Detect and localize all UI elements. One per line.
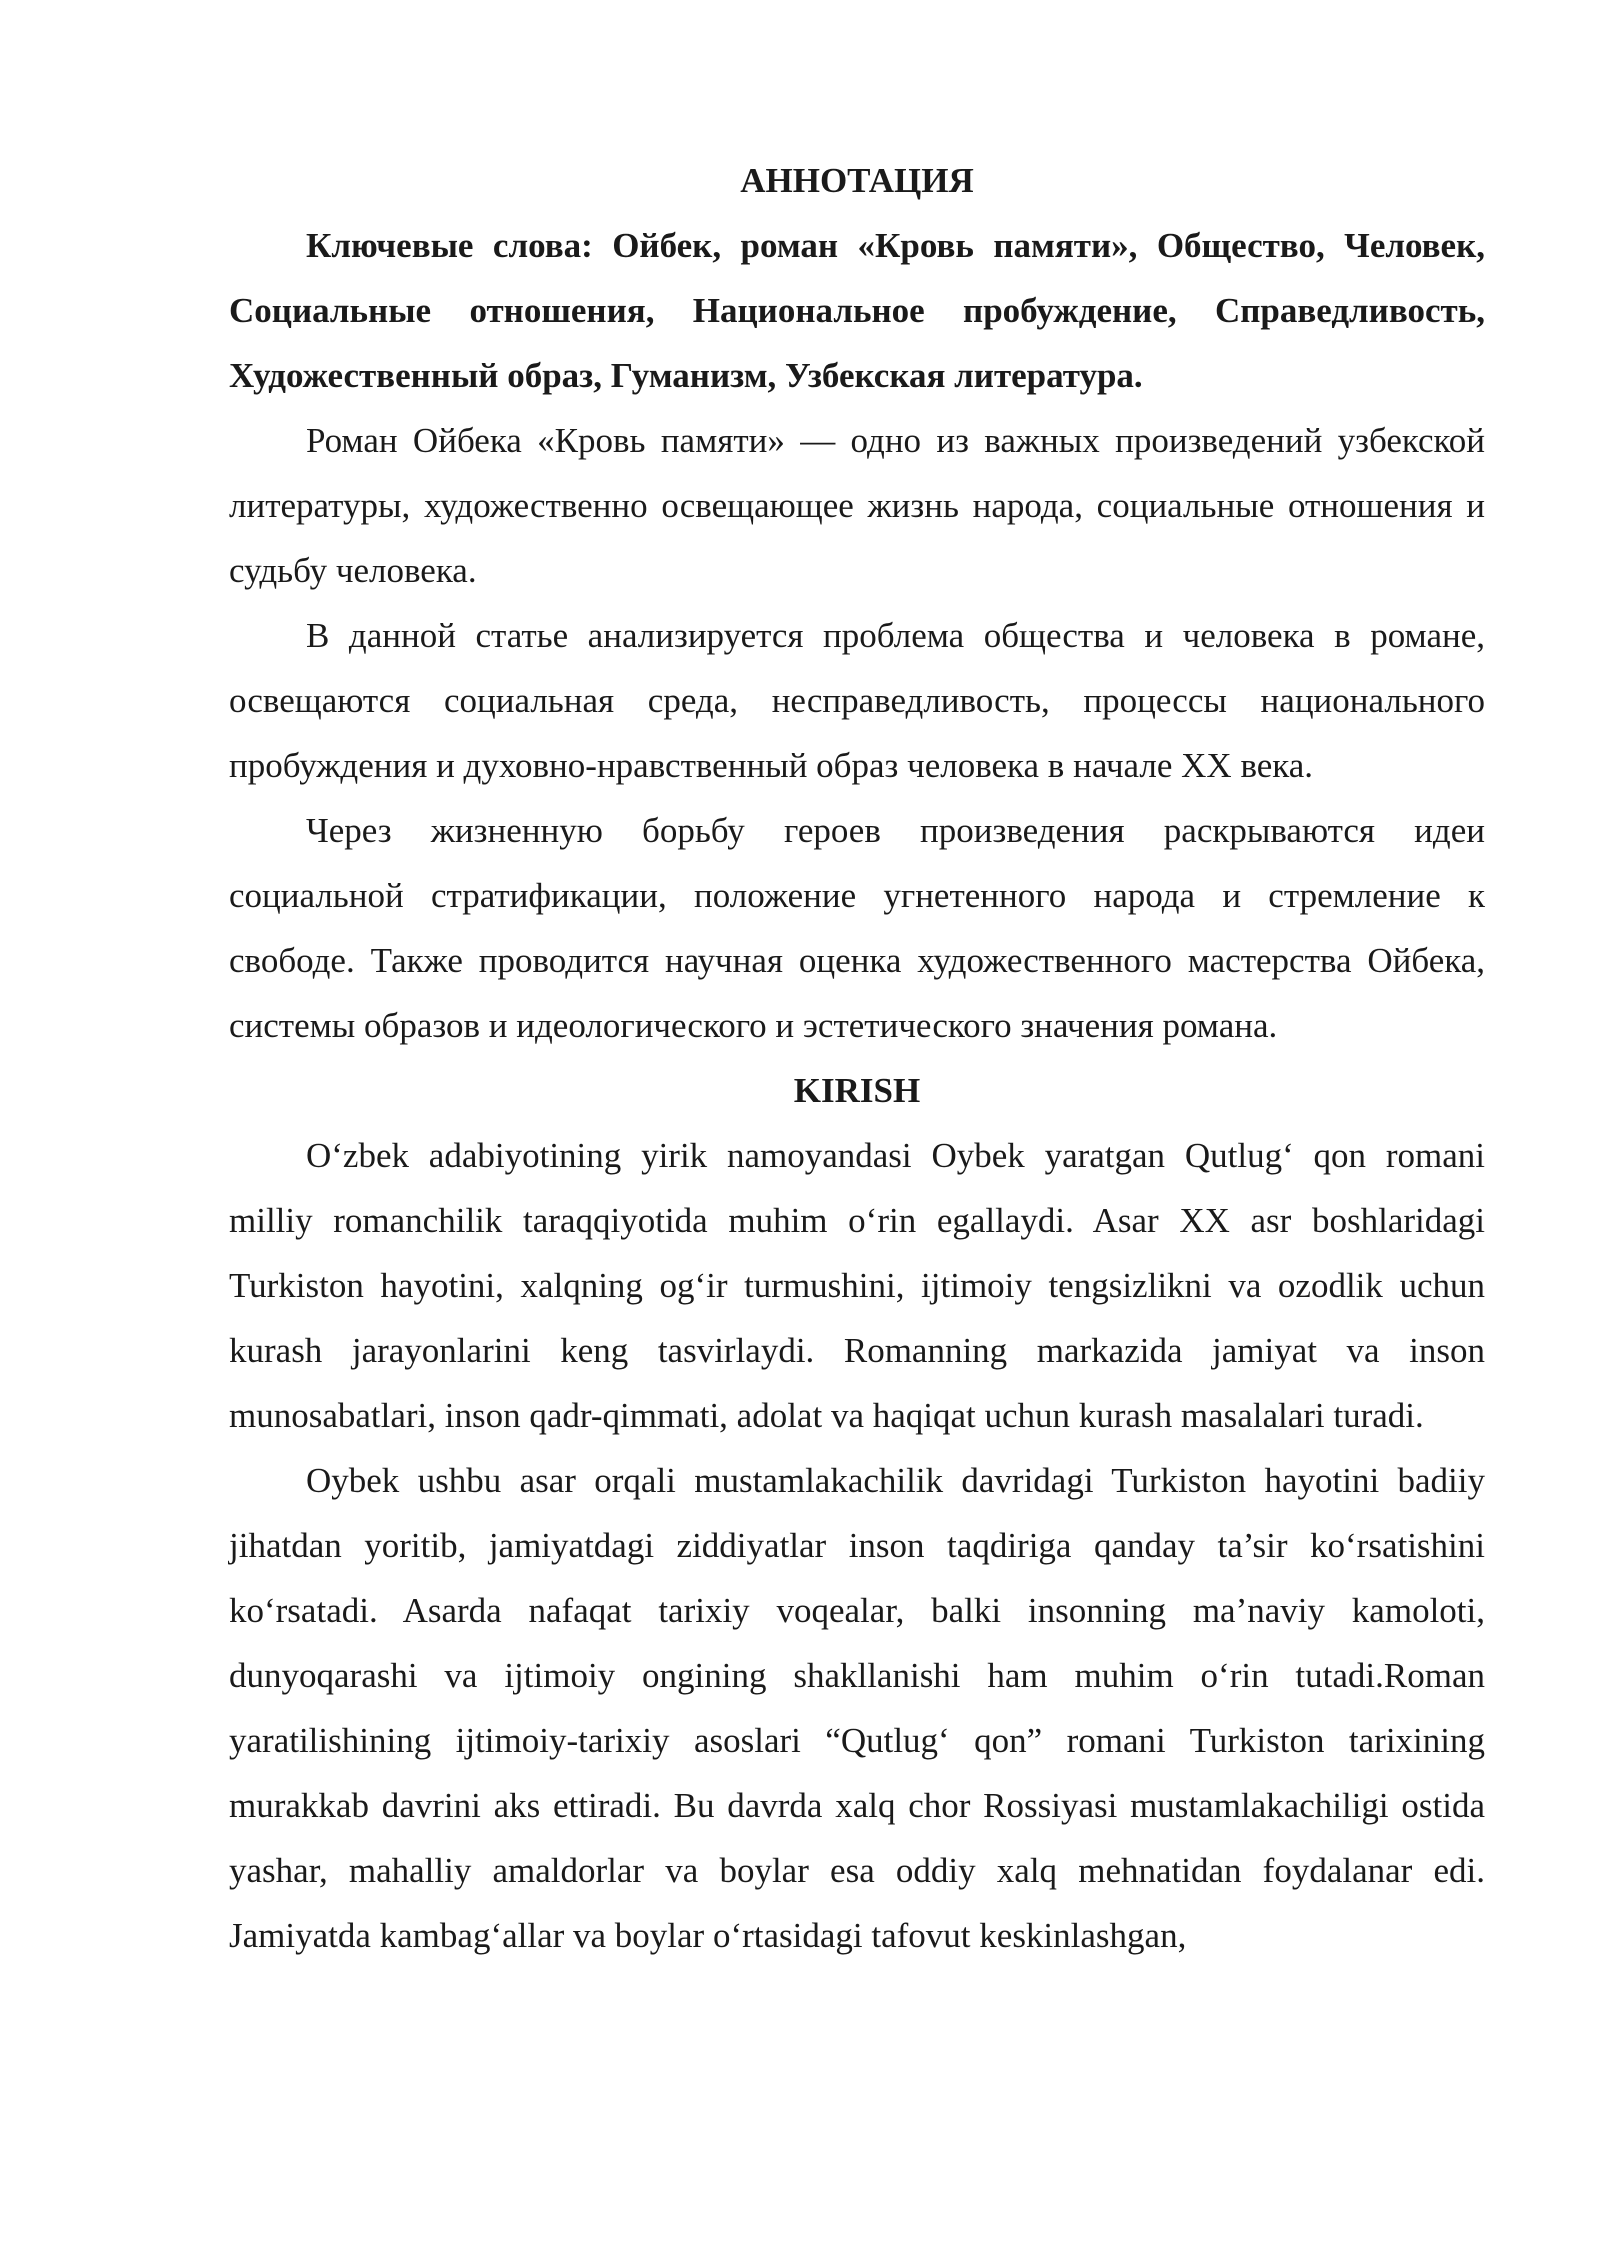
- annotation-paragraph-1: Роман Ойбека «Кровь памяти» — одно из важных произведений узбекской литературы, художественно освещающее жизнь народа, социальные отношения и судьбу человека.: [229, 421, 1485, 590]
- introduction-title: KIRISH: [793, 1071, 921, 1110]
- document-page: [229, 148, 1485, 1968]
- annotation-title: АННОТАЦИЯ: [740, 161, 974, 200]
- annotation-paragraph-3: Через жизненную борьбу героев произведения раскрываются идеи социальной стратификации, положение угнетенного народа и стремление к свободе. Также проводится научная оценка художественного мастерства Ойбека, системы образов и идеологического и эстетического значения романа.: [229, 811, 1485, 1045]
- introduction-paragraph-1: O‘zbek adabiyotining yirik namoyandasi Oybek yaratgan Qutlug‘ qon romani milliy romanchilik taraqqiyotida muhim o‘rin egallaydi. Asar XX asr boshlaridagi Turkiston hayotini, xalqning og‘ir turmushini, ijtimoiy tengsizlikni va ozodlik uchun kurash jarayonlarini keng tasvirlaydi. Romanning markazida jamiyat va inson munosabatlari, inson qadr-qimmati, adolat va haqiqat uchun kurash masalalari turadi.: [229, 1136, 1485, 1435]
- annotation-paragraph-2: В данной статье анализируется проблема общества и человека в романе, освещаются социальная среда, несправедливость, процессы национального пробуждения и духовно-нравственный образ человека в начале XX века.: [229, 616, 1485, 785]
- keywords-paragraph: Ключевые слова: Ойбек, роман «Кровь памяти», Общество, Человек, Социальные отношения, Национальное пробуждение, Справедливость, Художественный образ, Гуманизм, Узбекская литература.: [229, 226, 1485, 395]
- introduction-paragraph-2: Oybek ushbu asar orqali mustamlakachilik davridagi Turkiston hayotini badiiy jihatdan yoritib, jamiyatdagi ziddiyatlar inson taqdiriga qanday ta’sir ko‘rsatishini ko‘rsatadi. Asarda nafaqat tarixiy voqealar, balki insonning ma’naviy kamoloti, dunyoqarashi va ijtimoiy ongining shakllanishi ham muhim o‘rin tutadi.Roman yaratilishining ijtimoiy-tarixiy asoslari “Qutlug‘ qon” romani Turkiston tarixining murakkab davrini aks ettiradi. Bu davrda xalq chor Rossiyasi mustamlakachiligi ostida yashar, mahalliy amaldorlar va boylar esa oddiy xalq mehnatidan foydalanar edi. Jamiyatda kambag‘allar va boylar o‘rtasidagi tafovut keskinlashgan,: [229, 1461, 1485, 1955]
